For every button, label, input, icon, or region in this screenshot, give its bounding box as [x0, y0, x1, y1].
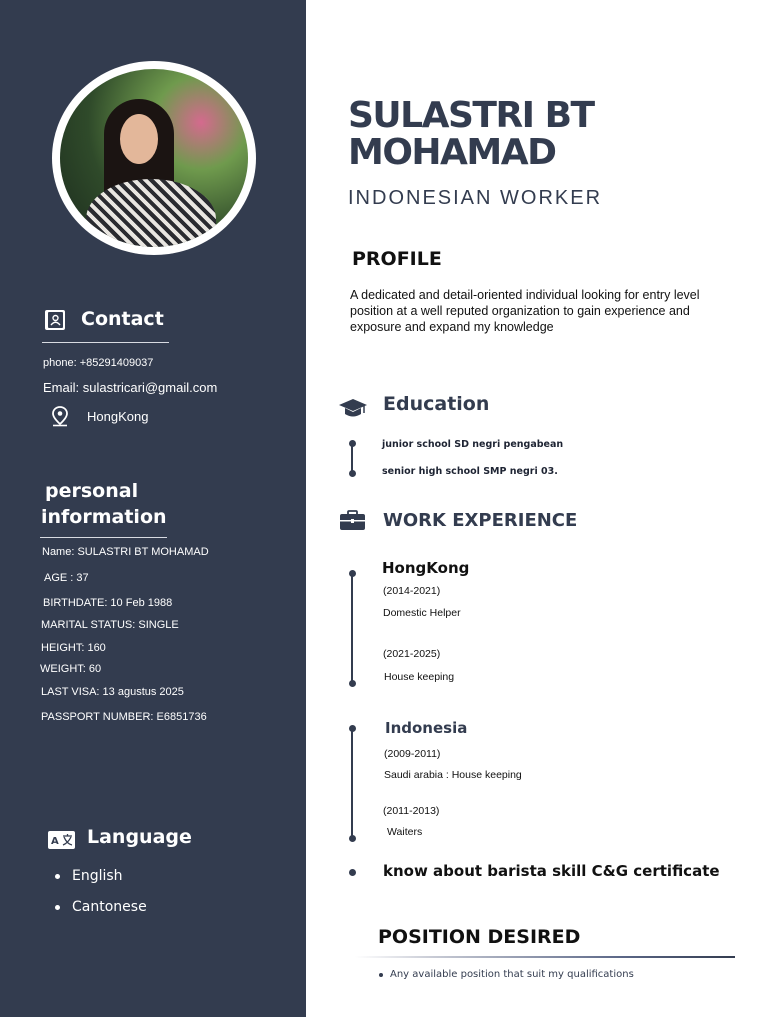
- personal-divider: [40, 537, 167, 538]
- work-job: House keeping: [384, 671, 455, 683]
- graduation-cap-icon: [338, 396, 368, 420]
- briefcase-icon: [339, 510, 366, 531]
- position-heading: POSITION DESIRED: [378, 926, 581, 948]
- personal-item: LAST VISA: 13 agustus 2025: [41, 686, 184, 698]
- job-title: INDONESIAN WORKER: [348, 187, 603, 209]
- personal-item: Name: SULASTRI BT MOHAMAD: [42, 546, 209, 558]
- timeline-dot: [349, 680, 356, 687]
- language-item: Cantonese: [52, 899, 147, 930]
- language-item: English: [52, 868, 147, 899]
- personal-item: BIRTHDATE: 10 Feb 1988: [43, 597, 173, 609]
- education-item: senior high school SMP negri 03.: [382, 466, 558, 477]
- contact-heading: Contact: [81, 308, 164, 330]
- personal-heading-line2: information: [41, 506, 167, 528]
- skill-note: know about barista skill C&G certificate: [383, 862, 720, 880]
- work-heading: WORK EXPERIENCE: [383, 510, 578, 531]
- work-period: (2014-2021): [383, 585, 441, 597]
- contact-email: Email: sulastricari@gmail.com: [43, 380, 218, 395]
- work-job: Domestic Helper: [383, 607, 461, 619]
- work-period: (2011-2013): [383, 805, 440, 817]
- personal-item: HEIGHT: 160: [41, 642, 106, 654]
- education-item: junior school SD negri pengabean: [382, 439, 564, 450]
- profile-photo: [60, 69, 248, 247]
- work-job: Waiters: [387, 826, 423, 838]
- work-period: (2021-2025): [383, 648, 441, 660]
- personal-heading-line1: personal: [45, 480, 139, 502]
- personal-item: AGE : 37: [44, 572, 89, 584]
- timeline-line: [351, 443, 353, 472]
- work-period: (2009-2011): [384, 748, 441, 760]
- position-divider: [355, 956, 735, 958]
- timeline-line: [351, 728, 353, 839]
- education-heading: Education: [383, 393, 490, 415]
- work-location: HongKong: [382, 559, 470, 577]
- personal-item: PASSPORT NUMBER: E6851736: [41, 711, 207, 723]
- work-location: Indonesia: [385, 719, 468, 737]
- contact-location: HongKong: [87, 409, 149, 424]
- timeline-line: [351, 573, 353, 684]
- profile-text: A dedicated and detail-oriented individual looking for entry level position at a well reputed organization to gain experience and exposure and expand my knowledge: [350, 288, 700, 334]
- map-pin-icon: [50, 405, 70, 427]
- timeline-dot: [349, 835, 356, 842]
- contact-phone: phone: +85291409037: [43, 357, 154, 369]
- address-book-icon: [44, 309, 66, 331]
- position-item: Any available position that suit my qualifications: [390, 969, 634, 980]
- timeline-dot: [349, 869, 356, 876]
- svg-text:A: A: [51, 836, 59, 847]
- contact-divider: [42, 342, 169, 343]
- personal-item: MARITAL STATUS: SINGLE: [41, 619, 179, 631]
- work-job: Saudi arabia : House keeping: [384, 769, 522, 781]
- language-list: [52, 868, 147, 930]
- translate-icon: [48, 830, 76, 850]
- full-name: SULASTRI BT MOHAMAD: [348, 95, 594, 173]
- timeline-dot: [349, 470, 356, 477]
- profile-heading: PROFILE: [352, 248, 442, 270]
- personal-item: WEIGHT: 60: [40, 663, 102, 675]
- list-bullet: [379, 973, 383, 977]
- language-heading: Language: [87, 826, 192, 848]
